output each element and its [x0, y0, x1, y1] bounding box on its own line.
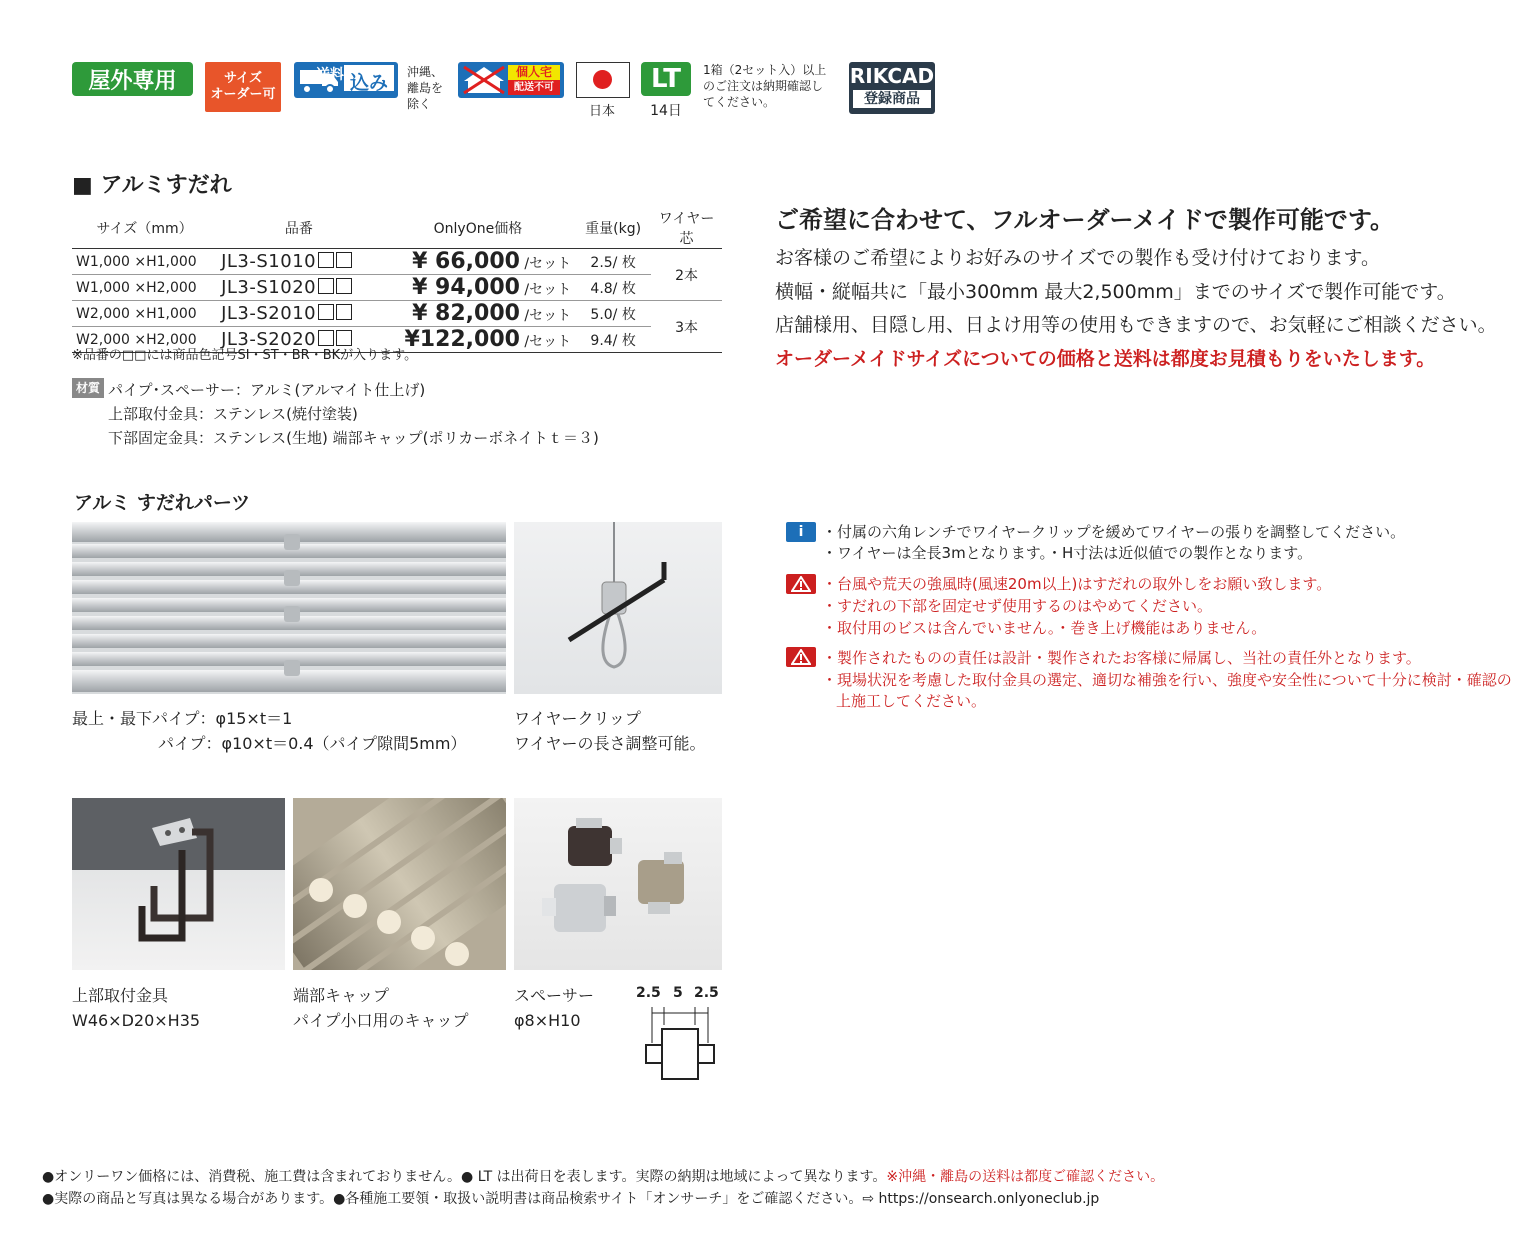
row-price-unit: /セット	[524, 308, 572, 324]
shipping-label: 送料	[316, 67, 344, 83]
row-code-text: JL3-S1010	[221, 251, 317, 272]
row-code	[217, 301, 381, 327]
footer-line-2: ●実際の商品と写真は異なる場合があります。●各種施工要領・取扱い説明書は商品検索サイト「オンサーチ」をご確認ください。⇨ https://onsearch.onlyoneclub.jp	[42, 1191, 1100, 1207]
size-order-line2: オーダー可	[210, 87, 276, 102]
row-code-text: JL3-S2020	[221, 329, 317, 350]
row-size: W2,000 ×H2,000	[72, 327, 217, 353]
code-note: ※品番の□□には商品色記号SI・ST・BR・BKが入ります。	[72, 348, 418, 363]
clip-caption-2: ワイヤーの長さ調整可能。	[514, 734, 706, 753]
rikcad-line1: RIKCAD	[849, 64, 935, 88]
warning-note-1: ・台風や荒天の強風時(風速20m以上)はすだれの取外しをお願い致します。	[822, 575, 1332, 593]
footer-line-1-red: ※沖縄・離島の送料は都度ご確認ください。	[886, 1169, 1165, 1185]
row-price-value: ¥ 94,000	[412, 275, 520, 300]
table-header-row	[72, 208, 722, 249]
bracket-caption-2: W46×D20×H35	[72, 1011, 201, 1030]
row-wire: 2本	[651, 249, 722, 301]
row-code	[217, 275, 381, 301]
row-code-text: JL3-S2010	[221, 303, 317, 324]
row-price-value: ¥122,000	[404, 327, 520, 352]
row-price-unit: /セット	[524, 334, 572, 350]
row-price	[381, 301, 575, 327]
info-note-2: ・ワイヤーは全長3mとなります。・H寸法は近似値での製作となります。	[822, 544, 1313, 562]
cap-caption-1: 端部キャップ	[293, 986, 390, 1005]
dim-label-3: 2.5	[694, 985, 719, 1001]
row-weight: 9.4/ 枚	[575, 327, 651, 353]
spacer-photo	[514, 798, 722, 970]
lt-label: LT	[651, 64, 681, 94]
dim-label-1: 2.5	[636, 985, 661, 1001]
material-line-1: パイプ･スペーサー：アルミ(アルマイト仕上げ)	[108, 381, 426, 399]
japan-flag-icon	[576, 62, 630, 98]
header-weight: 重量(kg)	[575, 208, 651, 249]
outdoor-badge-label: 屋外専用	[88, 68, 177, 94]
clip-caption-1: ワイヤークリップ	[514, 709, 641, 728]
table-row	[72, 275, 722, 301]
pipe-caption-2: パイプ：φ10×t＝0.4（パイプ隙間5mm）	[158, 734, 467, 753]
warning-note-5: ・現場状況を考慮した取付金具の選定、適切な補強を行い、強度や安全性について十分に検討・確認の	[822, 671, 1512, 689]
warning-icon	[786, 647, 816, 667]
private-line2: 配送不可	[508, 80, 560, 95]
order-line-3: 店舗様用、目隠し用、日よけ用等の使用もできますので、お気軽にご相談ください。	[775, 314, 1497, 336]
row-price-value: ¥ 82,000	[412, 301, 520, 326]
material-tag: 材質	[72, 378, 104, 398]
spacer-caption-1: スペーサー	[514, 986, 595, 1005]
row-price-value: ¥ 66,000	[412, 249, 520, 274]
row-code-text: JL3-S1020	[221, 277, 317, 298]
table-row	[72, 249, 722, 275]
pipe-caption-1: 最上・最下パイプ：φ15×t＝1	[72, 709, 293, 728]
row-weight: 5.0/ 枚	[575, 301, 651, 327]
cap-caption-2: パイプ小口用のキャップ	[293, 1011, 469, 1030]
row-size: W1,000 ×H1,000	[72, 249, 217, 275]
footer-line-1-text: ●オンリーワン価格には、消費税、施工費は含まれておりません。● LT は出荷日を表します。実際の納期は地域によって異なります。	[42, 1169, 887, 1185]
wire-clip-photo	[514, 522, 722, 694]
info-note-1: ・付属の六角レンチでワイヤークリップを緩めてワイヤーの張りを調整してください。	[822, 523, 1406, 541]
row-price	[381, 249, 575, 275]
shipping-note: 沖縄、 離島を 除く	[407, 65, 444, 111]
bracket-caption-1: 上部取付金具	[72, 986, 169, 1005]
row-weight: 4.8/ 枚	[575, 275, 651, 301]
lot-note: 1箱（2セット入）以上 のご注文は納期確認し てください。	[703, 63, 827, 109]
footer-line-1	[42, 1166, 1164, 1188]
rikcad-badge	[849, 62, 935, 114]
country-label: 日本	[588, 104, 615, 119]
spacer-dimension-diagram	[640, 1005, 720, 1085]
header-price: OnlyOne価格	[381, 208, 575, 249]
header-size: サイズ（mm）	[72, 208, 217, 249]
order-headline: ご希望に合わせて、フルオーダーメイドで製作可能です。	[775, 206, 1394, 234]
cap-photo	[293, 798, 506, 970]
row-price	[381, 275, 575, 301]
private-line1: 個人宅	[515, 65, 552, 79]
row-wire: 3本	[651, 301, 722, 353]
bracket-photo	[72, 798, 285, 970]
order-line-red: オーダーメイドサイズについての価格と送料は都度お見積もりをいたします。	[775, 348, 1436, 370]
warning-icon	[786, 574, 816, 594]
private-delivery-badge	[458, 62, 564, 98]
shipping-included: 込み	[350, 72, 389, 94]
row-weight: 2.5/ 枚	[575, 249, 651, 275]
size-order-badge	[205, 62, 281, 112]
spec-table	[72, 208, 722, 353]
rikcad-line2: 登録商品	[853, 90, 931, 108]
row-size: W2,000 ×H1,000	[72, 301, 217, 327]
row-code	[217, 249, 381, 275]
row-price-unit: /セット	[524, 256, 572, 272]
row-size: W1,000 ×H2,000	[72, 275, 217, 301]
product-title: ■ アルミすだれ	[72, 173, 232, 198]
warning-note-3: ・取付用のビスは含んでいません。・巻き上げ機能はありません。	[822, 619, 1267, 637]
row-price-unit: /セット	[524, 282, 572, 298]
size-order-line1: サイズ	[224, 71, 262, 86]
table-row	[72, 301, 722, 327]
header-wire: ワイヤー芯	[651, 208, 722, 249]
order-line-1: お客様のご希望によりお好みのサイズでの製作も受け付けております。	[775, 247, 1380, 269]
house-icon	[462, 65, 506, 95]
dim-label-2: 5	[673, 985, 683, 1001]
warning-note-2: ・すだれの下部を固定せず使用するのはやめてください。	[822, 597, 1213, 615]
lt-days: 14日	[650, 103, 682, 119]
shipping-badge	[294, 62, 398, 98]
order-line-2: 横幅・縦幅共に「最小300mm 最大2,500mm」までのサイズで製作可能です。	[775, 281, 1456, 303]
lt-badge	[641, 62, 691, 96]
material-line-3: 下部固定金具：ステンレス(生地) 端部キャップ(ポリカーボネイトｔ＝３)	[108, 429, 599, 447]
info-icon: i	[786, 522, 816, 542]
pipe-photo	[72, 522, 506, 694]
header-code: 品番	[217, 208, 381, 249]
warning-note-6: 上施工してください。	[836, 692, 987, 710]
spacer-caption-2: φ8×H10	[514, 1011, 581, 1030]
outdoor-badge	[72, 62, 193, 96]
material-line-2: 上部取付金具：ステンレス(焼付塗装)	[108, 405, 358, 423]
parts-title: アルミ すだれパーツ	[74, 492, 251, 514]
warning-note-4: ・製作されたものの責任は設計・製作されたお客様に帰属し、当社の責任外となります。	[822, 649, 1421, 667]
